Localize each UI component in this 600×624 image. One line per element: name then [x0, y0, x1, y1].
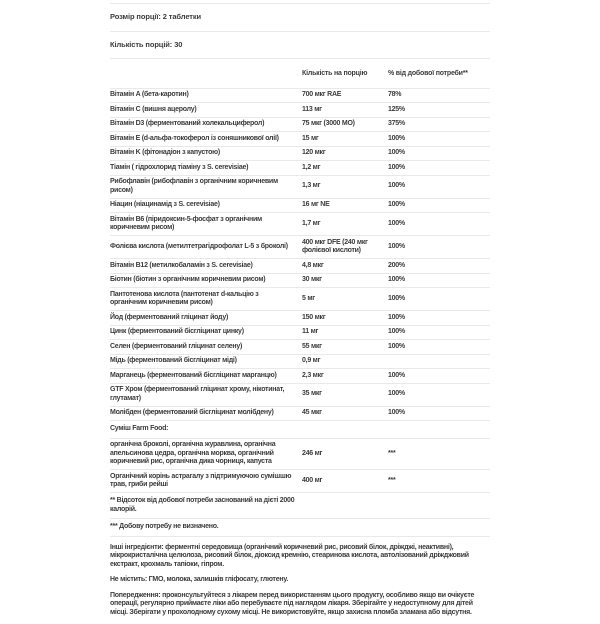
row-amount: 700 мкг RAE — [302, 91, 342, 98]
row-label: Фолієва кислота (метилтетрагідрофолат L-5 з броколі) — [110, 242, 288, 250]
table-row — [110, 288, 490, 311]
table-row — [110, 355, 490, 370]
row-label: Вітамін D3 (ферментований холекальциферол) — [110, 120, 265, 127]
table-row — [110, 89, 490, 104]
row-label: ** Відсоток від добової потреби заснований на дієті 2000 калорій. — [110, 497, 295, 513]
row-label: Вітамін E (d-альфа-токоферол із соняшникової олії) — [110, 134, 279, 142]
row-daily-value: *** — [388, 476, 396, 484]
row-daily-value: 100% — [388, 390, 405, 398]
row-daily-value: 100% — [388, 134, 405, 142]
row-daily-value: 125% — [388, 105, 405, 113]
table-row — [110, 103, 490, 118]
table-row — [110, 236, 490, 259]
row-label: Вітамін B6 (піридоксин-5-фосфат з органічним коричневим рисом) — [110, 215, 262, 231]
row-label: Молібден (ферментований бісгліцинат молібдену) — [110, 409, 274, 416]
row-label: Селен (ферментований гліцинат селену) — [110, 342, 243, 350]
table-row — [110, 199, 490, 214]
row-amount: 4,8 мкг — [302, 261, 324, 269]
row-label: Марганець (ферментований бісгліцинат марганцю) — [110, 371, 277, 379]
table-row — [110, 118, 490, 133]
row-daily-value: 100% — [388, 201, 405, 208]
row-amount: 1,2 мг — [302, 163, 321, 171]
row-label: Мідь (ферментований бісгліцинат міді) — [110, 357, 237, 364]
row-amount: 35 мкг — [302, 390, 322, 398]
row-label: Рибофлавін (рибофлавін з органічним коричневим рисом) — [110, 178, 278, 194]
row-daily-value: 100% — [388, 328, 405, 335]
table-row — [110, 274, 490, 289]
table-row — [110, 311, 490, 326]
servings-per-container: Кількість порцій: 30 — [110, 32, 490, 60]
table-row — [110, 407, 490, 422]
column-header-daily-value: % від добової потреби** — [388, 70, 468, 77]
row-label: Тіамін ( гідрохлорид тіаміну з S. cerevisiae) — [110, 163, 249, 171]
row-daily-value: 100% — [388, 182, 405, 190]
row-amount: 150 мкг — [302, 313, 326, 321]
row-daily-value: 100% — [388, 276, 405, 283]
row-daily-value: 100% — [388, 313, 405, 321]
row-label: Біотин (біотин з органічним коричневим рисом) — [110, 276, 266, 283]
row-amount: 30 мкг — [302, 276, 322, 283]
row-label: Вітамін B12 (метилкобаламін з S. cerevisiae) — [110, 261, 253, 269]
row-label: Вітамін K (фітонадіон з капустою) — [110, 149, 220, 156]
row-label: Вітамін A (бета-каротин) — [110, 91, 189, 98]
row-amount: 15 мг — [302, 134, 319, 142]
row-amount: 11 мг — [302, 328, 319, 335]
table-row — [110, 147, 490, 162]
row-amount: 120 мкг — [302, 149, 326, 156]
row-amount: 113 мг — [302, 105, 322, 113]
row-daily-value: 200% — [388, 261, 405, 269]
row-daily-value: 100% — [388, 149, 405, 156]
row-amount: 75 мкг (3000 МО) — [302, 120, 355, 127]
row-amount: 246 мг — [302, 449, 323, 457]
footer-paragraph: Попередження: проконсультуйтеся з лікарем перед використанням цього продукту, особливо якщо ви очікуєте операції, регулярно приймаєте ліки або перебуваєте під наглядом лікаря. Зберігайте у недоступному для дітей місці. Зберігати у прохолодному сухому місці. Не використовуйте, якщо захисна пломба зламана або відсутня. — [110, 591, 475, 616]
row-amount: 5 мг — [302, 294, 315, 302]
row-daily-value: 100% — [388, 342, 405, 350]
row-daily-value: 100% — [388, 409, 405, 416]
row-daily-value: 100% — [388, 371, 405, 379]
row-label: *** Добову потребу не визначено. — [110, 523, 219, 530]
row-amount: 2,3 мкг — [302, 371, 324, 379]
section-row — [110, 421, 490, 439]
table-row — [110, 470, 490, 493]
header-spacer — [110, 70, 302, 79]
row-label: Цинк (ферментований бісгліцинат цинку) — [110, 328, 244, 335]
row-label: Вітамін C (вишня ацеролу) — [110, 105, 197, 113]
row-daily-value: 78% — [388, 91, 402, 98]
row-daily-value: 100% — [388, 294, 405, 302]
footer-paragraph: Не містить: ГМО, молока, залишків гліфосату, глютену. — [110, 576, 289, 583]
table-row — [110, 213, 490, 236]
footer-paragraphs — [110, 544, 490, 618]
row-amount: 45 мкг — [302, 409, 322, 416]
row-label: Ніацин (ніацинамід з S. cerevisiae) — [110, 201, 220, 208]
row-amount: 1,3 мг — [302, 182, 321, 190]
row-label: Пантотенова кислота (пантотенат d-кальцію з органічним коричневим рисом) — [110, 290, 259, 306]
table-row — [110, 384, 490, 407]
row-label: Органічний корінь астрагалу з підтримуючою сумішшю трав, гриби рейші — [110, 472, 292, 488]
serving-size: Розмір порції: 2 таблетки — [110, 4, 490, 32]
row-label: органічна броколі, органічна журавлина, органічна апельсинова цедра, органічна морква, органічний коричневий рис, органічна дика чорниця, капуста — [110, 441, 276, 465]
table-row — [110, 439, 490, 471]
column-header-amount: Кількість на порцію — [302, 70, 368, 77]
row-daily-value: 375% — [388, 120, 405, 127]
row-label: Йод (ферментований гліцинат йоду) — [110, 313, 229, 321]
row-daily-value: 100% — [388, 242, 405, 250]
supplement-table-body — [110, 89, 490, 537]
row-amount: 400 мг — [302, 476, 323, 484]
table-row — [110, 259, 490, 274]
table-row — [110, 161, 490, 176]
table-row — [110, 132, 490, 147]
supplement-facts-panel — [110, 3, 490, 624]
row-daily-value: *** — [388, 449, 396, 457]
note-row — [110, 519, 490, 537]
footer-paragraph: Інші інгредієнти: ферментні середовища (органічний коричневий рис, рисовий білок, дріжджі, неактивні), мікрокристалічна целюлоза, рисовий білок, діоксид кремнію, стеаринова кислота, автолізований дріжджовий екстракт, крохмаль тапіоки, гіпром. — [110, 543, 469, 568]
row-daily-value: 100% — [388, 219, 405, 227]
table-row — [110, 176, 490, 199]
note-row — [110, 493, 490, 519]
row-amount: 1,7 мг — [302, 219, 321, 227]
row-daily-value: 100% — [388, 163, 405, 171]
row-label: GTF Хром (ферментований гліцинат хрому, нікотинат, глутамат) — [110, 386, 285, 402]
row-amount: 400 мкг DFE (240 мкг фолієвої кислоти) — [302, 238, 368, 254]
row-amount: 55 мкг — [302, 342, 322, 350]
table-row — [110, 369, 490, 384]
table-row — [110, 340, 490, 355]
table-row — [110, 326, 490, 341]
row-amount: 0,9 мг — [302, 357, 321, 364]
row-label: Суміш Farm Food: — [110, 425, 169, 432]
table-header-row — [110, 59, 490, 89]
row-amount: 16 мг NE — [302, 201, 330, 208]
